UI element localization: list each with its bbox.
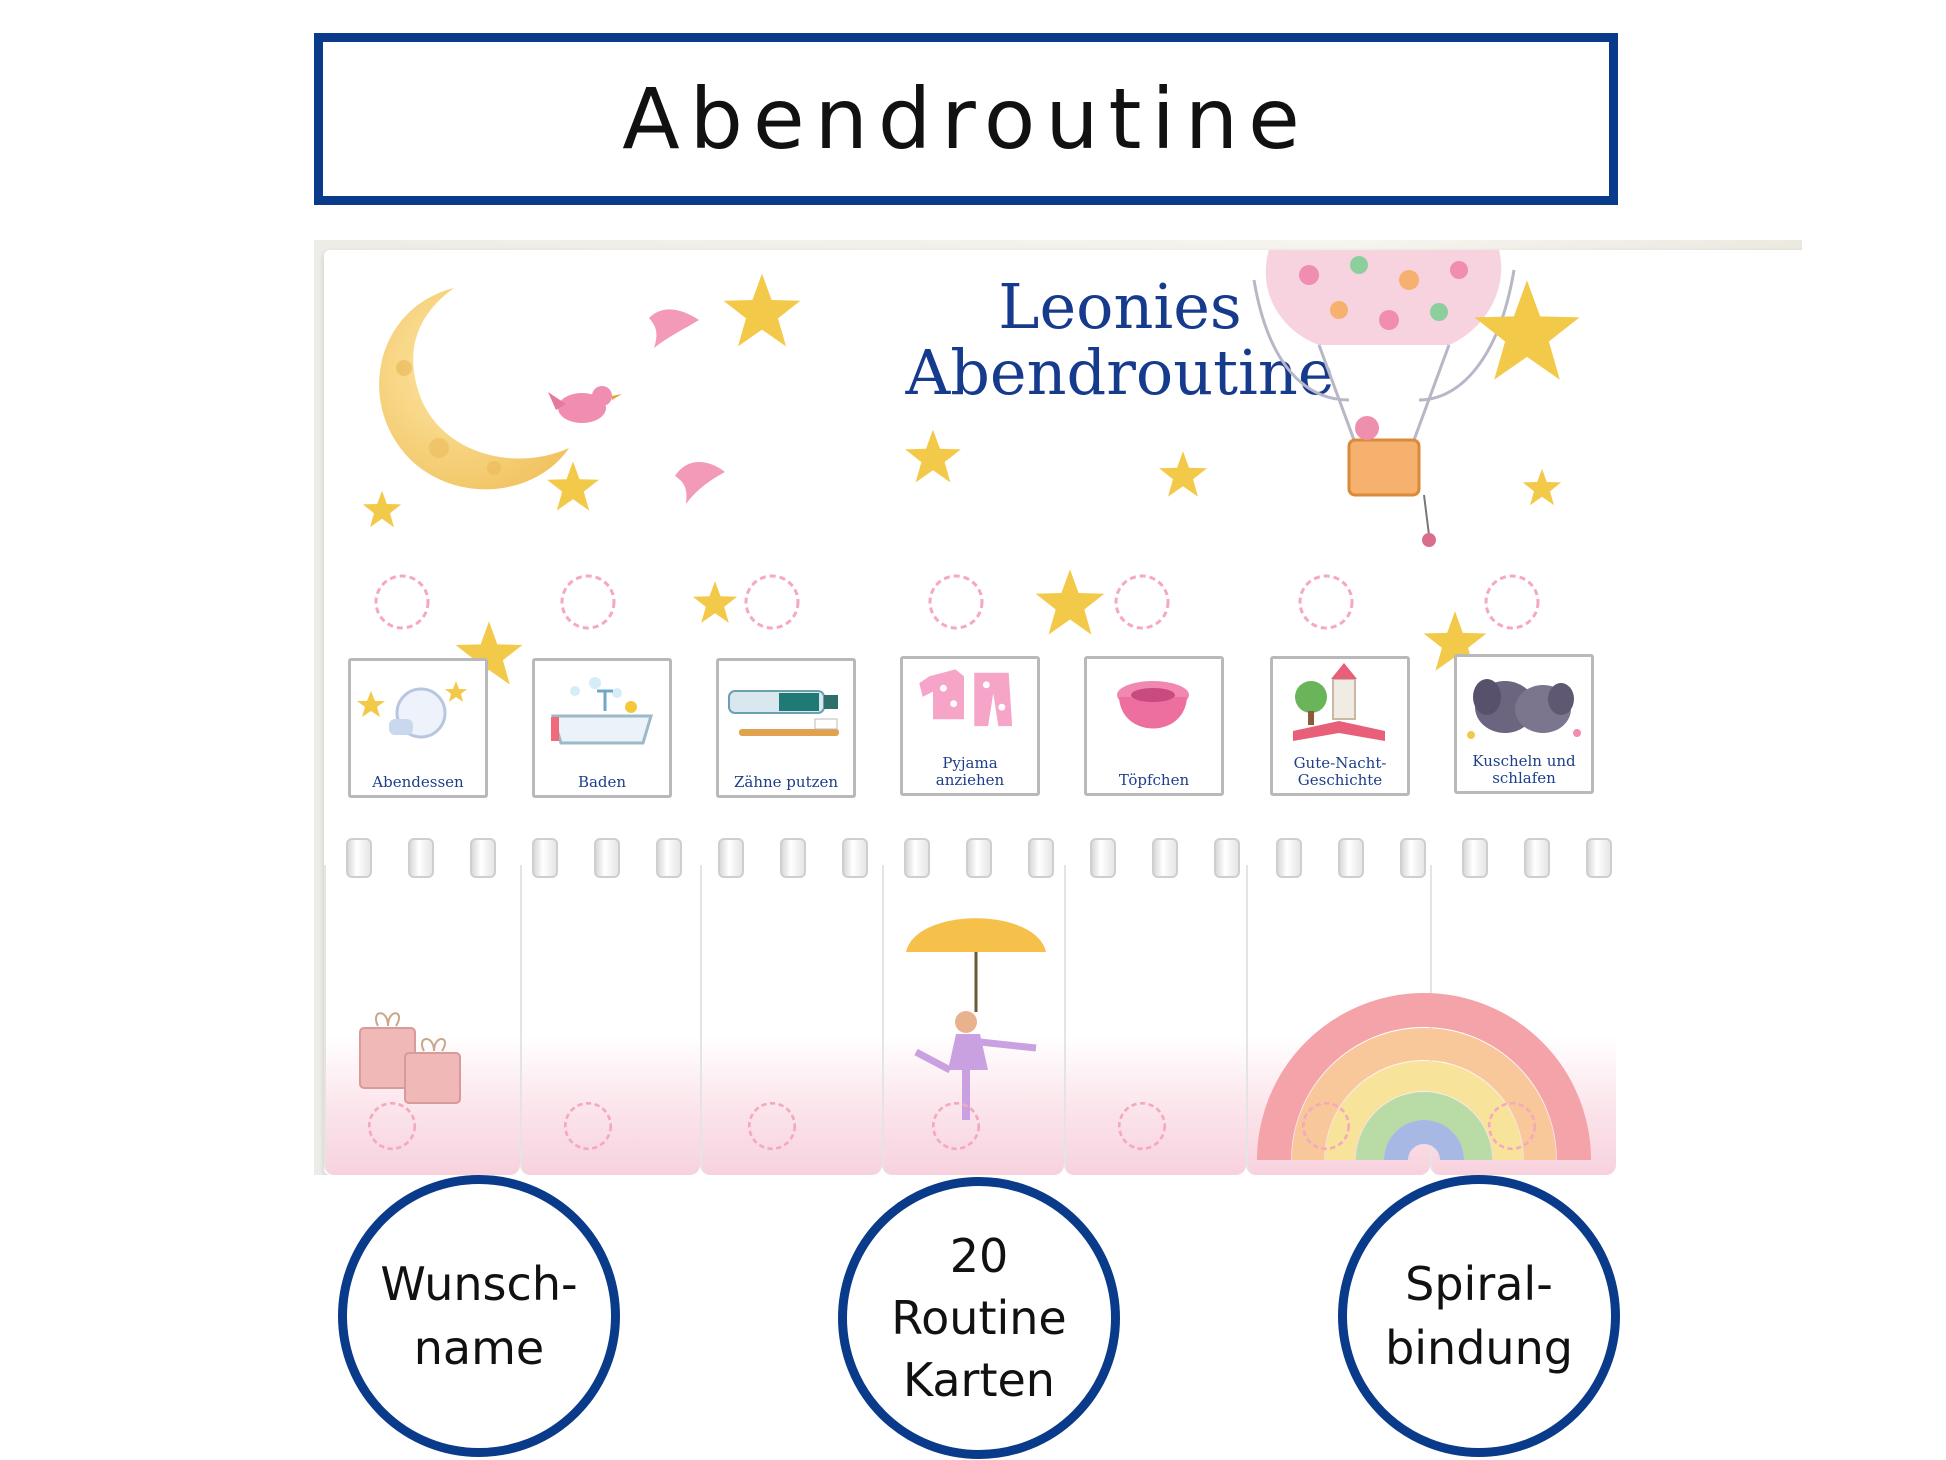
sticker-slot-icon <box>556 570 620 634</box>
sticker-slot-icon <box>1294 570 1358 634</box>
page-title: Abendroutine <box>622 70 1310 168</box>
sticker-slot-icon <box>740 570 804 634</box>
bird-icon <box>644 298 704 354</box>
star-icon <box>722 272 802 348</box>
spiral-ring <box>1152 838 1178 878</box>
sticker-slot-icon <box>1484 1098 1540 1154</box>
routine-board <box>324 250 1802 1175</box>
sticker-slot-icon <box>364 1098 420 1154</box>
star-icon <box>362 490 402 528</box>
spiral-ring <box>966 838 992 878</box>
title-banner <box>314 33 1618 205</box>
spiral-ring <box>532 838 558 878</box>
spiral-ring <box>842 838 868 878</box>
spiral-ring <box>904 838 930 878</box>
sticker-slot-icon <box>560 1098 616 1154</box>
spiral-ring <box>408 838 434 878</box>
spiral-ring <box>594 838 620 878</box>
spiral-ring <box>780 838 806 878</box>
feature-badge-binding <box>1338 1175 1620 1457</box>
board-title-line2: Abendroutine <box>905 336 1335 409</box>
spiral-ring <box>1462 838 1488 878</box>
routine-card-dinner[interactable] <box>348 658 488 798</box>
dinner-plate-icon <box>351 661 485 761</box>
feature-text: 20 Routine Karten <box>891 1229 1067 1407</box>
star-icon <box>1034 568 1106 636</box>
star-icon <box>1472 278 1582 382</box>
spiral-ring <box>1090 838 1116 878</box>
spiral-ring <box>1338 838 1364 878</box>
bird-icon <box>546 374 626 434</box>
feature-text: Spiral- bindung <box>1385 1257 1573 1375</box>
star-icon <box>1522 468 1562 506</box>
spiral-ring <box>718 838 744 878</box>
feature-text: Wunsch- name <box>380 1257 578 1375</box>
routine-card-label: Zähne putzen <box>733 773 839 791</box>
routine-card-story[interactable] <box>1270 656 1410 796</box>
spiral-ring <box>1524 838 1550 878</box>
routine-card-potty[interactable] <box>1084 656 1224 796</box>
routine-card-label: Abendessen <box>372 773 464 791</box>
sticker-slot-icon <box>370 570 434 634</box>
spiral-ring <box>656 838 682 878</box>
routine-card-cuddle[interactable] <box>1454 654 1594 794</box>
spiral-ring <box>346 838 372 878</box>
routine-card-label: Kuscheln und schlafen <box>1472 752 1576 787</box>
star-icon <box>546 460 600 512</box>
bathtub-icon <box>535 661 669 761</box>
potty-icon <box>1087 659 1221 759</box>
spiral-ring <box>1276 838 1302 878</box>
toothbrush-icon <box>719 661 853 761</box>
routine-card-label: Töpfchen <box>1118 771 1190 789</box>
sticker-slot-icon <box>1298 1098 1354 1154</box>
sticker-slot-icon <box>1114 1098 1170 1154</box>
star-icon <box>692 580 738 624</box>
sticker-slot-icon <box>924 570 988 634</box>
product-photo <box>314 240 1802 1175</box>
board-title-line1: Leonies <box>998 270 1242 343</box>
routine-card-label: Baden <box>577 773 627 791</box>
star-icon <box>1158 450 1208 498</box>
feature-badge-cards <box>838 1177 1120 1459</box>
sticker-slot-icon <box>744 1098 800 1154</box>
spiral-ring <box>1400 838 1426 878</box>
feature-badge-name <box>338 1175 620 1457</box>
spiral-ring <box>1586 838 1612 878</box>
elephants-icon <box>1457 657 1591 757</box>
sticker-slot-icon <box>928 1098 984 1154</box>
routine-card-pyjama[interactable] <box>900 656 1040 796</box>
spiral-ring <box>470 838 496 878</box>
sticker-slot-icon <box>1110 570 1174 634</box>
routine-card-label: Gute-Nacht- Geschichte <box>1293 754 1387 789</box>
routine-card-label: Pyjama anziehen <box>935 754 1005 789</box>
gift-box-icon <box>350 998 470 1108</box>
spiral-ring <box>1214 838 1240 878</box>
bird-icon <box>670 446 730 508</box>
spiral-ring <box>1028 838 1054 878</box>
sticker-slot-icon <box>1480 570 1544 634</box>
storybook-icon <box>1273 659 1407 759</box>
star-icon <box>904 428 962 484</box>
routine-card-bath[interactable] <box>532 658 672 798</box>
routine-card-teeth[interactable] <box>716 658 856 798</box>
pyjama-icon <box>903 659 1037 745</box>
